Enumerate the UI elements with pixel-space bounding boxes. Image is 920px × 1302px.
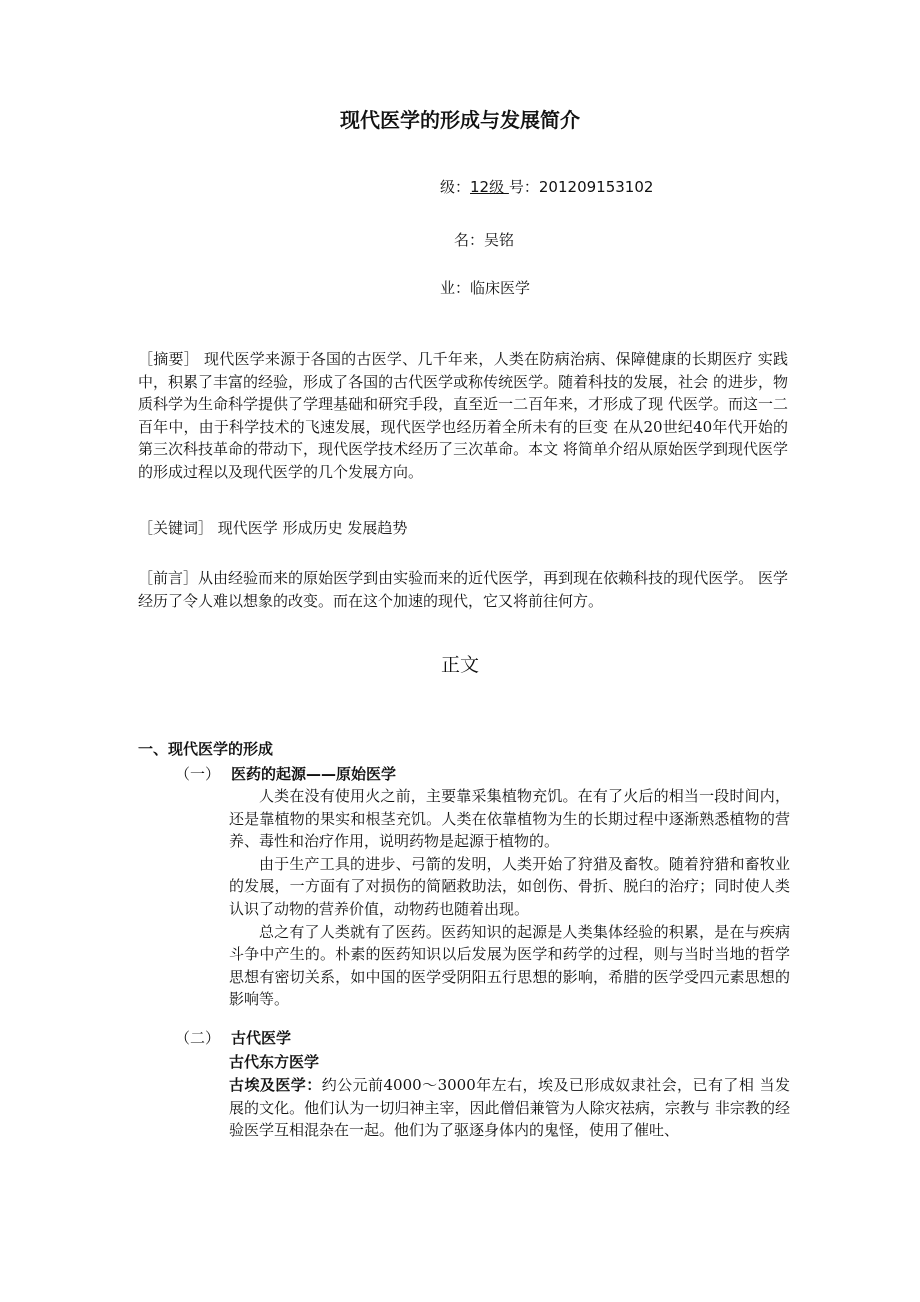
abstract-paragraph — [138, 348, 788, 484]
subsection-heading-1 — [175, 763, 396, 784]
subsection-number: （二） — [175, 1029, 221, 1047]
body-paragraph: 人类在没有使用火之前，主要靠采集植物充饥。在有了火后的相当一段时间内，还是靠植物的果实和根茎充饥。人类在依靠植物为生的长期过程中逐渐熟悉植物的营养、毒性和治疗作用，说明药物是起源于植物的。 — [229, 787, 790, 851]
eastern-medicine-heading: 古代东方医学 — [229, 1053, 320, 1071]
major-label: 业： — [440, 279, 471, 297]
name-value: 吴铭 — [484, 231, 515, 249]
major-line — [440, 277, 530, 298]
abstract-text: 现代医学来源于各国的古医学、几千年来，人类在防病治病、保障健康的长期医疗 实践中，积累了丰富的经验，形成了各国的古代医学或称传统医学。随着科技的发展，社会 的进步，物质科学为生命科学提供了学理基础和研究手段，直至近一二百年来，才形成了现 代医学。而这一二百年中，由于科学技术的飞速发展，现代医学也经历着全所未有的巨变 在从20世纪40年代开始的第三次科技革命的带动下，现代医学技术经历了三次革命。本文 将简单介绍从原始医学到现代医学的形成过程以及现代医学的几个发展方向。 — [138, 350, 788, 481]
subsection-number: （一） — [175, 765, 221, 783]
name-line — [454, 229, 514, 250]
preface-text: 从由经验而来的原始医学到由实验而来的近代医学，再到现在依赖科技的现代医学。 医学经历了令人难以想象的改变。而在这个加速的现代，它又将前往何方。 — [138, 569, 788, 610]
subsection-heading-2 — [175, 1027, 291, 1048]
subsection-title: 古代医学 — [231, 1029, 292, 1047]
section-title: 正文 — [440, 654, 479, 676]
body-paragraph: 由于生产工具的进步、弓箭的发明，人类开始了狩猎及畜牧。随着狩猎和畜牧业的发展，一方面有了对损伤的简陋救助法，如创伤、骨折、脱臼的治疗；同时使人类认识了动物的营养价值，动物药也随着出现。 — [229, 854, 790, 918]
name-label: 名： — [454, 231, 485, 249]
id-label: 号： — [508, 178, 539, 196]
egypt-label: 古埃及医学： — [229, 1076, 322, 1094]
egypt-paragraph — [229, 1074, 790, 1142]
preface-paragraph — [138, 567, 788, 612]
subsection-title: 医药的起源——原始医学 — [231, 765, 397, 783]
body-paragraph: 总之有了人类就有了医药。医药知识的起源是人类集体经验的积累，是在与疾病斗争中产生的。朴素的医药知识以后发展为医学和药学的过程，则与当时当地的哲学思想有密切关系，如中国的医学受阴阳五行思想的影响，希腊的医学受四元素思想的影响等。 — [229, 922, 790, 1009]
preface-label: ［前言］ — [138, 569, 199, 587]
keywords-paragraph — [138, 517, 788, 540]
document-title: 现代医学的形成与发展简介 — [340, 108, 580, 132]
grade-label: 级： — [440, 178, 471, 196]
grade-id-line — [440, 176, 653, 197]
grade-value: 12级 — [470, 178, 509, 196]
egypt-text: 约公元前4000〜3000年左右，埃及已形成奴隶社会，已有了相 当发展的文化。他们认为一切归神主宰，因此僧侣兼管为人除灾祛病，宗教与 非宗教的经验医学互相混杂在一起。他们为了驱逐身体内的鬼怪，使用了催吐、 — [229, 1076, 790, 1140]
chapter-heading: 一、现代医学的形成 — [138, 740, 274, 758]
keywords-label: ［关键词］ — [138, 519, 214, 537]
student-id-value: 201209153102 — [538, 178, 654, 196]
keywords-text: 现代医学 形成历史 发展趋势 — [217, 519, 408, 537]
abstract-label: ［摘要］ — [138, 350, 199, 368]
subsection-1-body — [229, 785, 790, 1011]
major-value: 临床医学 — [470, 279, 531, 297]
